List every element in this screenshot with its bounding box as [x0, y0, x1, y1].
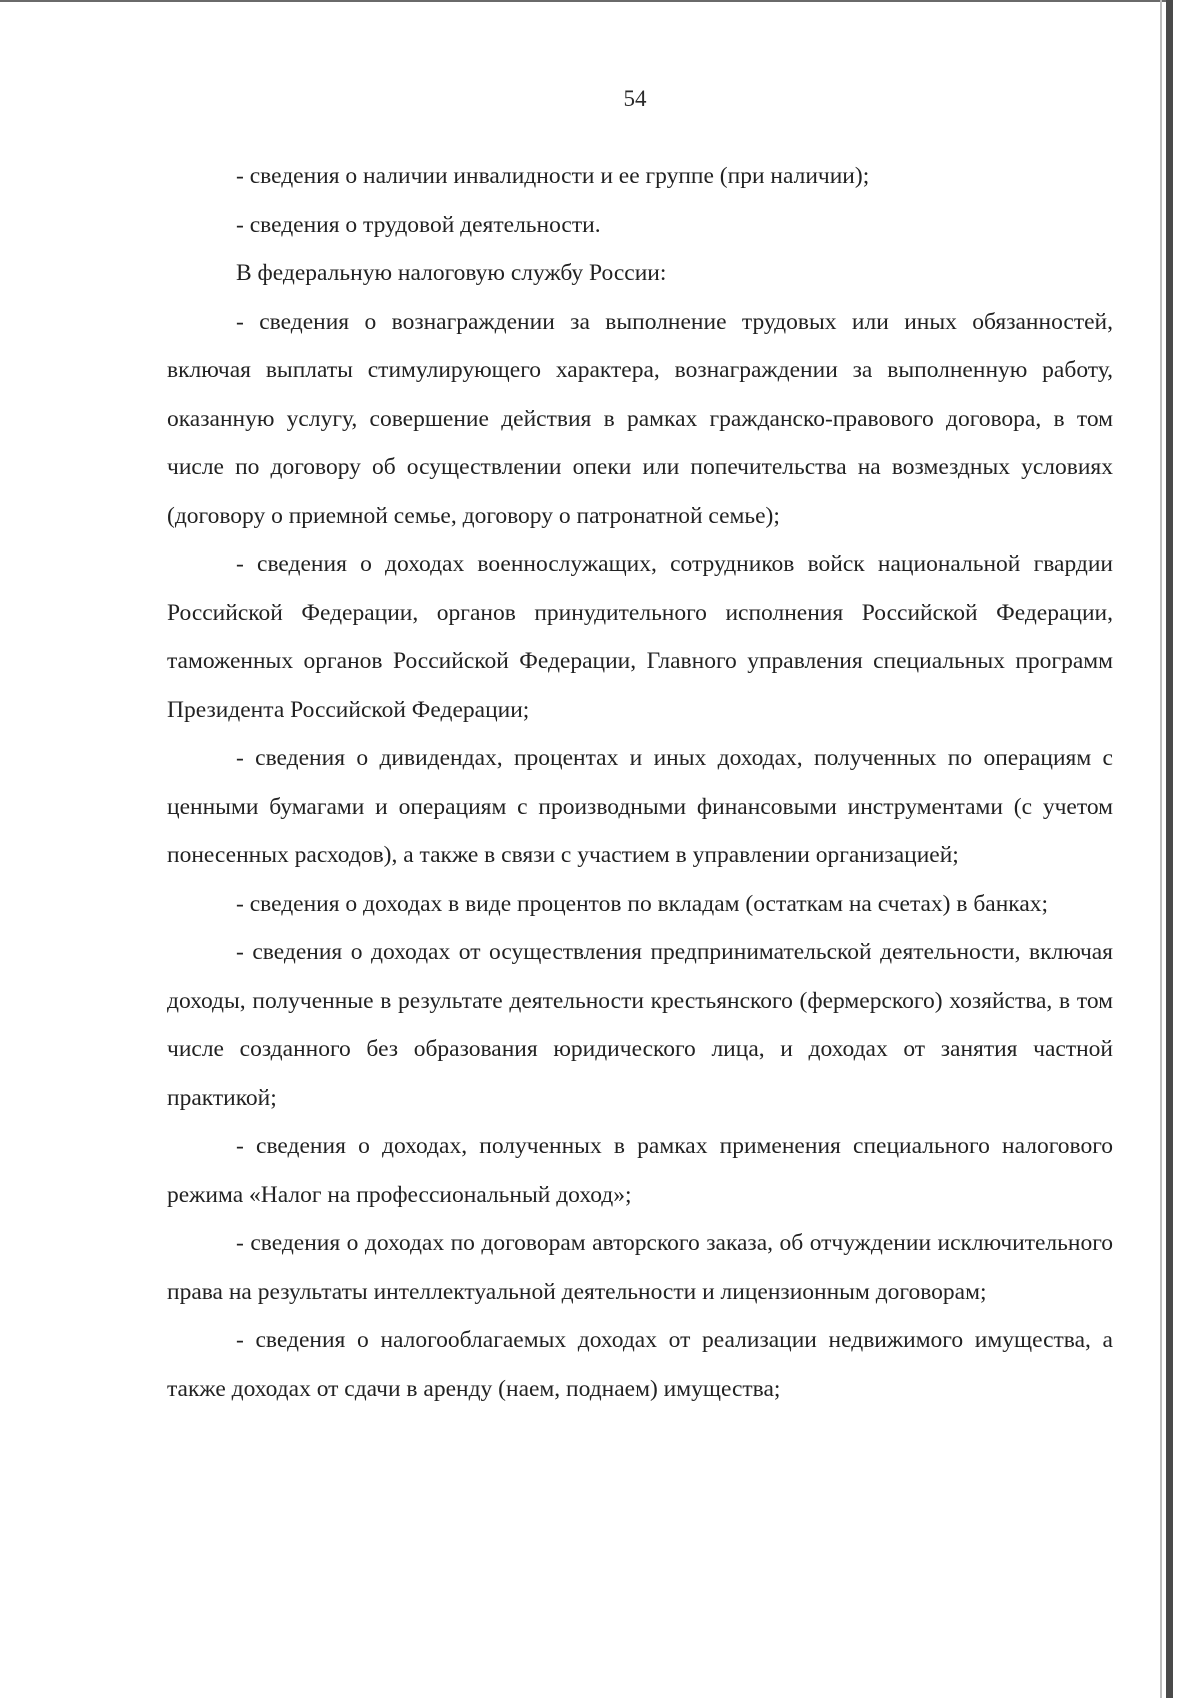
paragraph: - сведения о доходах по договорам авторского заказа, об отчуждении исключительного права на результаты интеллектуальной деятельности и лицензионным договорам;	[167, 1230, 1113, 1305]
paragraph: - сведения о доходах от осуществления предпринимательской деятельности, включая доходы, полученные в результате деятельности крестьянского (фермерского) хозяйства, в том числе созданного без образования юридического лица, и доходах от занятия частной практикой;	[167, 939, 1113, 1111]
paragraph: - сведения о налогооблагаемых доходах от реализации недвижимого имущества, а также доходах от сдачи в аренду (наем, поднаем) имущества;	[167, 1327, 1113, 1402]
paragraph: - сведения о вознаграждении за выполнение трудовых или иных обязанностей, включая выплаты стимулирующего характера, вознаграждении за выполненную работу, оказанную услугу, совершение действия в рамках гражданско-правового договора, в том числе по договору об осуществлении опеки или попечительства на возмездных условиях (договору о приемной семье, договору о патронатной семье);	[167, 308, 1113, 529]
paragraph: - сведения о доходах, полученных в рамках применения специального налогового режима «Налог на профессиональный доход»;	[167, 1133, 1113, 1208]
document-body	[167, 152, 1113, 1413]
page-number: 54	[623, 86, 647, 111]
paragraph: - сведения о трудовой деятельности.	[236, 211, 601, 238]
paragraph: В федеральную налоговую службу России:	[236, 260, 667, 286]
paragraph: - сведения о наличии инвалидности и ее группе (при наличии);	[236, 163, 870, 189]
page-edge	[1166, 0, 1173, 1698]
paragraph: - сведения о доходах в виде процентов по вкладам (остаткам на счетах) в банках;	[236, 890, 1049, 917]
page-edge-shadow	[1160, 0, 1162, 1698]
paragraph: - сведения о дивидендах, процентах и иных доходах, полученных по операциям с ценными бумагами и операциям с производными финансовыми инструментами (с учетом понесенных расходов), а также в связи с участием в управлении организацией;	[167, 745, 1113, 868]
paragraph: - сведения о доходах военнослужащих, сотрудников войск национальной гвардии Российской Федерации, органов принудительного исполнения Российской Федерации, таможенных органов Российской Федерации, Главного управления специальных программ Президента Российской Федерации;	[167, 551, 1113, 723]
